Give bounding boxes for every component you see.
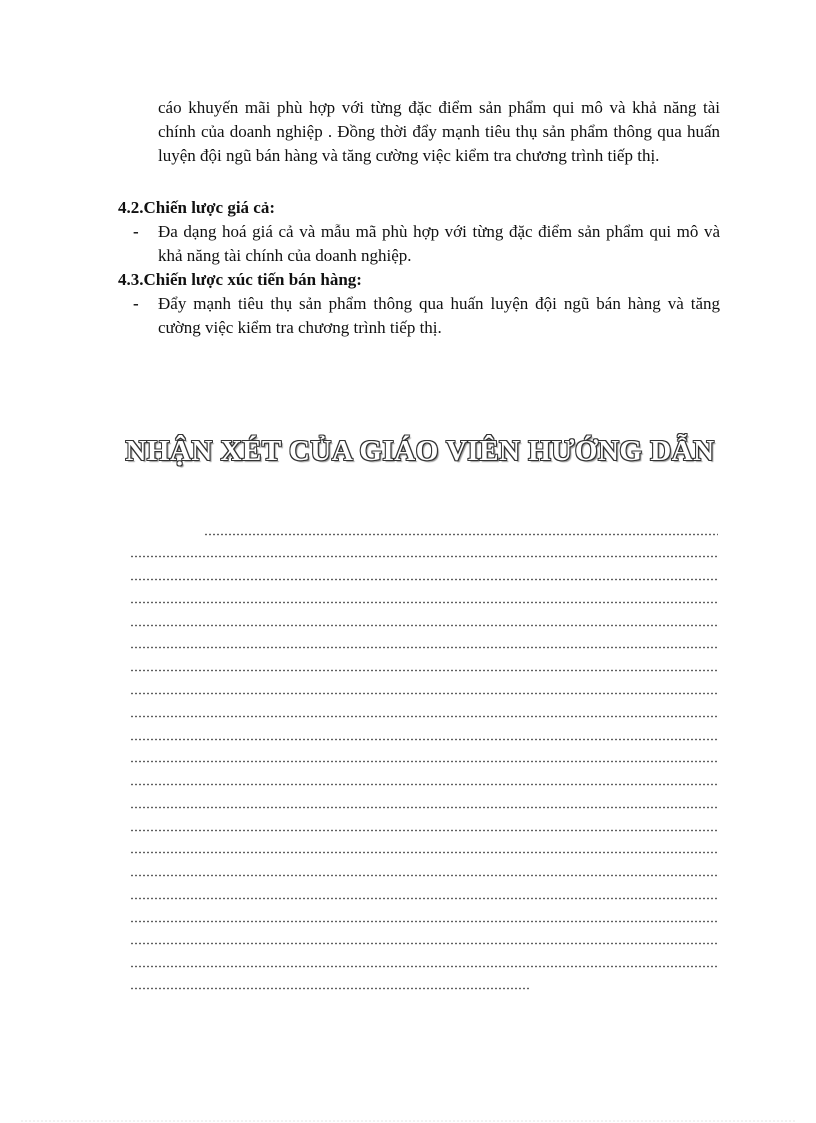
dotted-line	[130, 760, 718, 763]
dotted-line	[130, 715, 718, 718]
dotted-line	[130, 692, 718, 695]
heading-sales-promotion-strategy	[118, 268, 718, 292]
bullet-dash: -	[133, 222, 139, 241]
dotted-line	[130, 624, 718, 627]
page-title: NHẬN XÉT CỦA GIÁO VIÊN HƯỚNG DẪN	[125, 435, 715, 467]
paragraph-sales-promotion: Đẩy mạnh tiêu thụ sản phẩm thông qua huấn luyện đội ngũ bán hàng và tăng cường việc kiểm tra chương trình tiếp thị.	[158, 294, 720, 337]
dotted-line	[130, 851, 718, 854]
paragraph-pricing: Đa dạng hoá giá cả và mẫu mã phù hợp với từng đặc điểm sản phẩm qui mô và khả năng tài chính của doanh nghiệp.	[158, 222, 720, 265]
heading-pricing-strategy	[118, 196, 718, 220]
dotted-line	[130, 669, 718, 672]
dotted-line	[130, 646, 718, 649]
dotted-line	[130, 897, 718, 900]
dotted-line	[130, 987, 530, 990]
paragraph-promotion: cáo khuyến mãi phù hợp với từng đặc điểm sản phẩm qui mô và khả năng tài chính của doanh nghiệp . Đồng thời đẩy mạnh tiêu thụ sản phẩm thông qua huấn luyện đội ngũ bán hàng và tăng cường việc kiểm tra chương trình tiếp thị.	[158, 98, 720, 165]
dotted-line	[130, 806, 718, 809]
dotted-line	[130, 942, 718, 945]
heading-pricing-text: 4.2.Chiến lược giá cả:	[118, 198, 276, 217]
dotted-line	[130, 874, 718, 877]
bullet-dash: -	[133, 294, 139, 313]
dotted-line	[130, 601, 718, 604]
dotted-line	[130, 965, 718, 968]
dotted-line	[130, 829, 718, 832]
dotted-line	[130, 738, 718, 741]
dotted-line	[130, 578, 718, 581]
dotted-line	[130, 783, 718, 786]
page-bottom-border	[20, 1120, 796, 1122]
dotted-line	[130, 920, 718, 923]
heading-sales-promotion-text: 4.3.Chiến lược xúc tiến bán hàng:	[118, 270, 362, 289]
dotted-line	[130, 555, 718, 558]
dotted-line	[204, 533, 718, 536]
